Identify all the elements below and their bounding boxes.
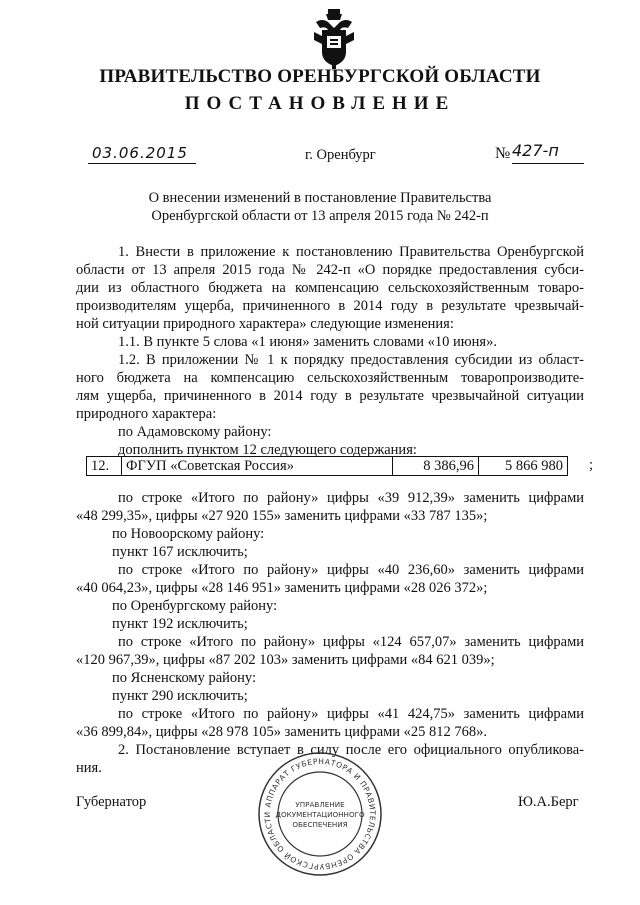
paragraph-line: по Адамовскому району: [118,424,272,440]
paragraph-line: производителям ущерба, причиненного в 2014 году в результате чрезвычай- [76,298,584,314]
paragraph-line: ния. [76,760,102,776]
subject-line: Оренбургской области от 13 апреля 2015 года № 242-п [151,208,489,224]
document-number: 427-п [512,141,559,160]
paragraph-line: пункт 290 исключить; [112,688,248,704]
paragraph-line: «36 899,84», цифры «28 978 105» заменить цифрами «25 812 768». [76,724,488,740]
date-underline [88,163,196,164]
paragraph-line: пункт 192 исключить; [112,616,248,632]
paragraph-line: «120 967,39», цифры «87 202 103» заменить цифрами «84 621 039»; [76,652,495,668]
table-cell-value2: 5 866 980 [479,457,568,476]
paragraph-line: по строке «Итого по району» цифры «40 236,60» заменить цифрами [118,562,584,578]
stamp-ring-text: АППАРАТ ГУБЕРНАТОРА И ПРАВИТЕЛЬСТВА ОРЕНБУРГСКОЙ ОБЛАСТИ [262,756,378,872]
official-stamp [256,750,384,878]
document-type: ПОСТАНОВЛЕНИЕ [184,93,456,114]
number-underline [512,163,584,164]
insert-table [86,456,568,476]
stamp-center-line: УПРАВЛЕНИЕ [295,800,345,809]
table-cell-name: ФГУП «Советская Россия» [122,457,393,476]
paragraph-line: 1. Внести в приложение к постановлению Правительства Оренбургской [118,244,584,260]
stamp-center-line: ДОКУМЕНТАЦИОННОГО [275,810,365,819]
paragraph-line: дии из областного бюджета на компенсацию сельскохозяйственным товаро- [76,280,584,296]
paragraph-line: по Ясненскому району: [112,670,257,686]
paragraph-line: 1.1. В пункте 5 слова «1 июня» заменить словами «10 июня». [118,334,497,350]
document-date: 03.06.2015 [92,144,188,162]
paragraph-line: по Оренбургскому району: [112,598,278,614]
table-cell-value1: 8 386,96 [393,457,479,476]
paragraph-line: ного бюджета на компенсацию сельскохозяйственным товаропроизводите- [76,370,584,386]
table-row [87,457,568,476]
paragraph-line: «48 299,35», цифры «27 920 155» заменить цифрами «33 787 135»; [76,508,488,524]
stamp-center-line: ОБЕСПЕЧЕНИЯ [292,820,348,829]
paragraph-line: по строке «Итого по району» цифры «41 424,75» заменить цифрами [118,706,584,722]
document-city: г. Оренбург [305,147,376,163]
paragraph-line: дополнить пунктом 12 следующего содержания: [118,442,417,458]
paragraph-line: ной ситуации природного характера» следующие изменения: [76,316,454,332]
table-cell-number: 12. [87,457,122,476]
table-suffix: ; [589,457,594,473]
subject-line: О внесении изменений в постановление Правительства [148,190,492,206]
paragraph-line: 1.2. В приложении № 1 к порядку предоставления субсидии из област- [118,352,584,368]
paragraph-line: области от 13 апреля 2015 года № 242-п «О порядке предоставления субси- [76,262,584,278]
government-title: ПРАВИТЕЛЬСТВО ОРЕНБУРГСКОЙ ОБЛАСТИ [99,66,541,87]
coat-of-arms-icon [308,8,360,70]
paragraph-line: по Новоорскому району: [112,526,265,542]
paragraph-line: «40 064,23», цифры «28 146 951» заменить цифрами «28 026 372»; [76,580,488,596]
signer-name: Ю.А.Берг [518,794,579,810]
paragraph-line: 2. Постановление вступает в силу после его официального опубликова- [118,742,584,758]
number-label: № [495,145,511,162]
paragraph-line: лям ущерба, причиненного в 2014 году в результате чрезвычайной ситуации [76,388,584,404]
paragraph-line: природного характера: [76,406,217,422]
signer-position: Губернатор [76,794,147,810]
paragraph-line: по строке «Итого по району» цифры «124 657,07» заменить цифрами [118,634,584,650]
paragraph-line: пункт 167 исключить; [112,544,248,560]
paragraph-line: по строке «Итого по району» цифры «39 912,39» заменить цифрами [118,490,584,506]
